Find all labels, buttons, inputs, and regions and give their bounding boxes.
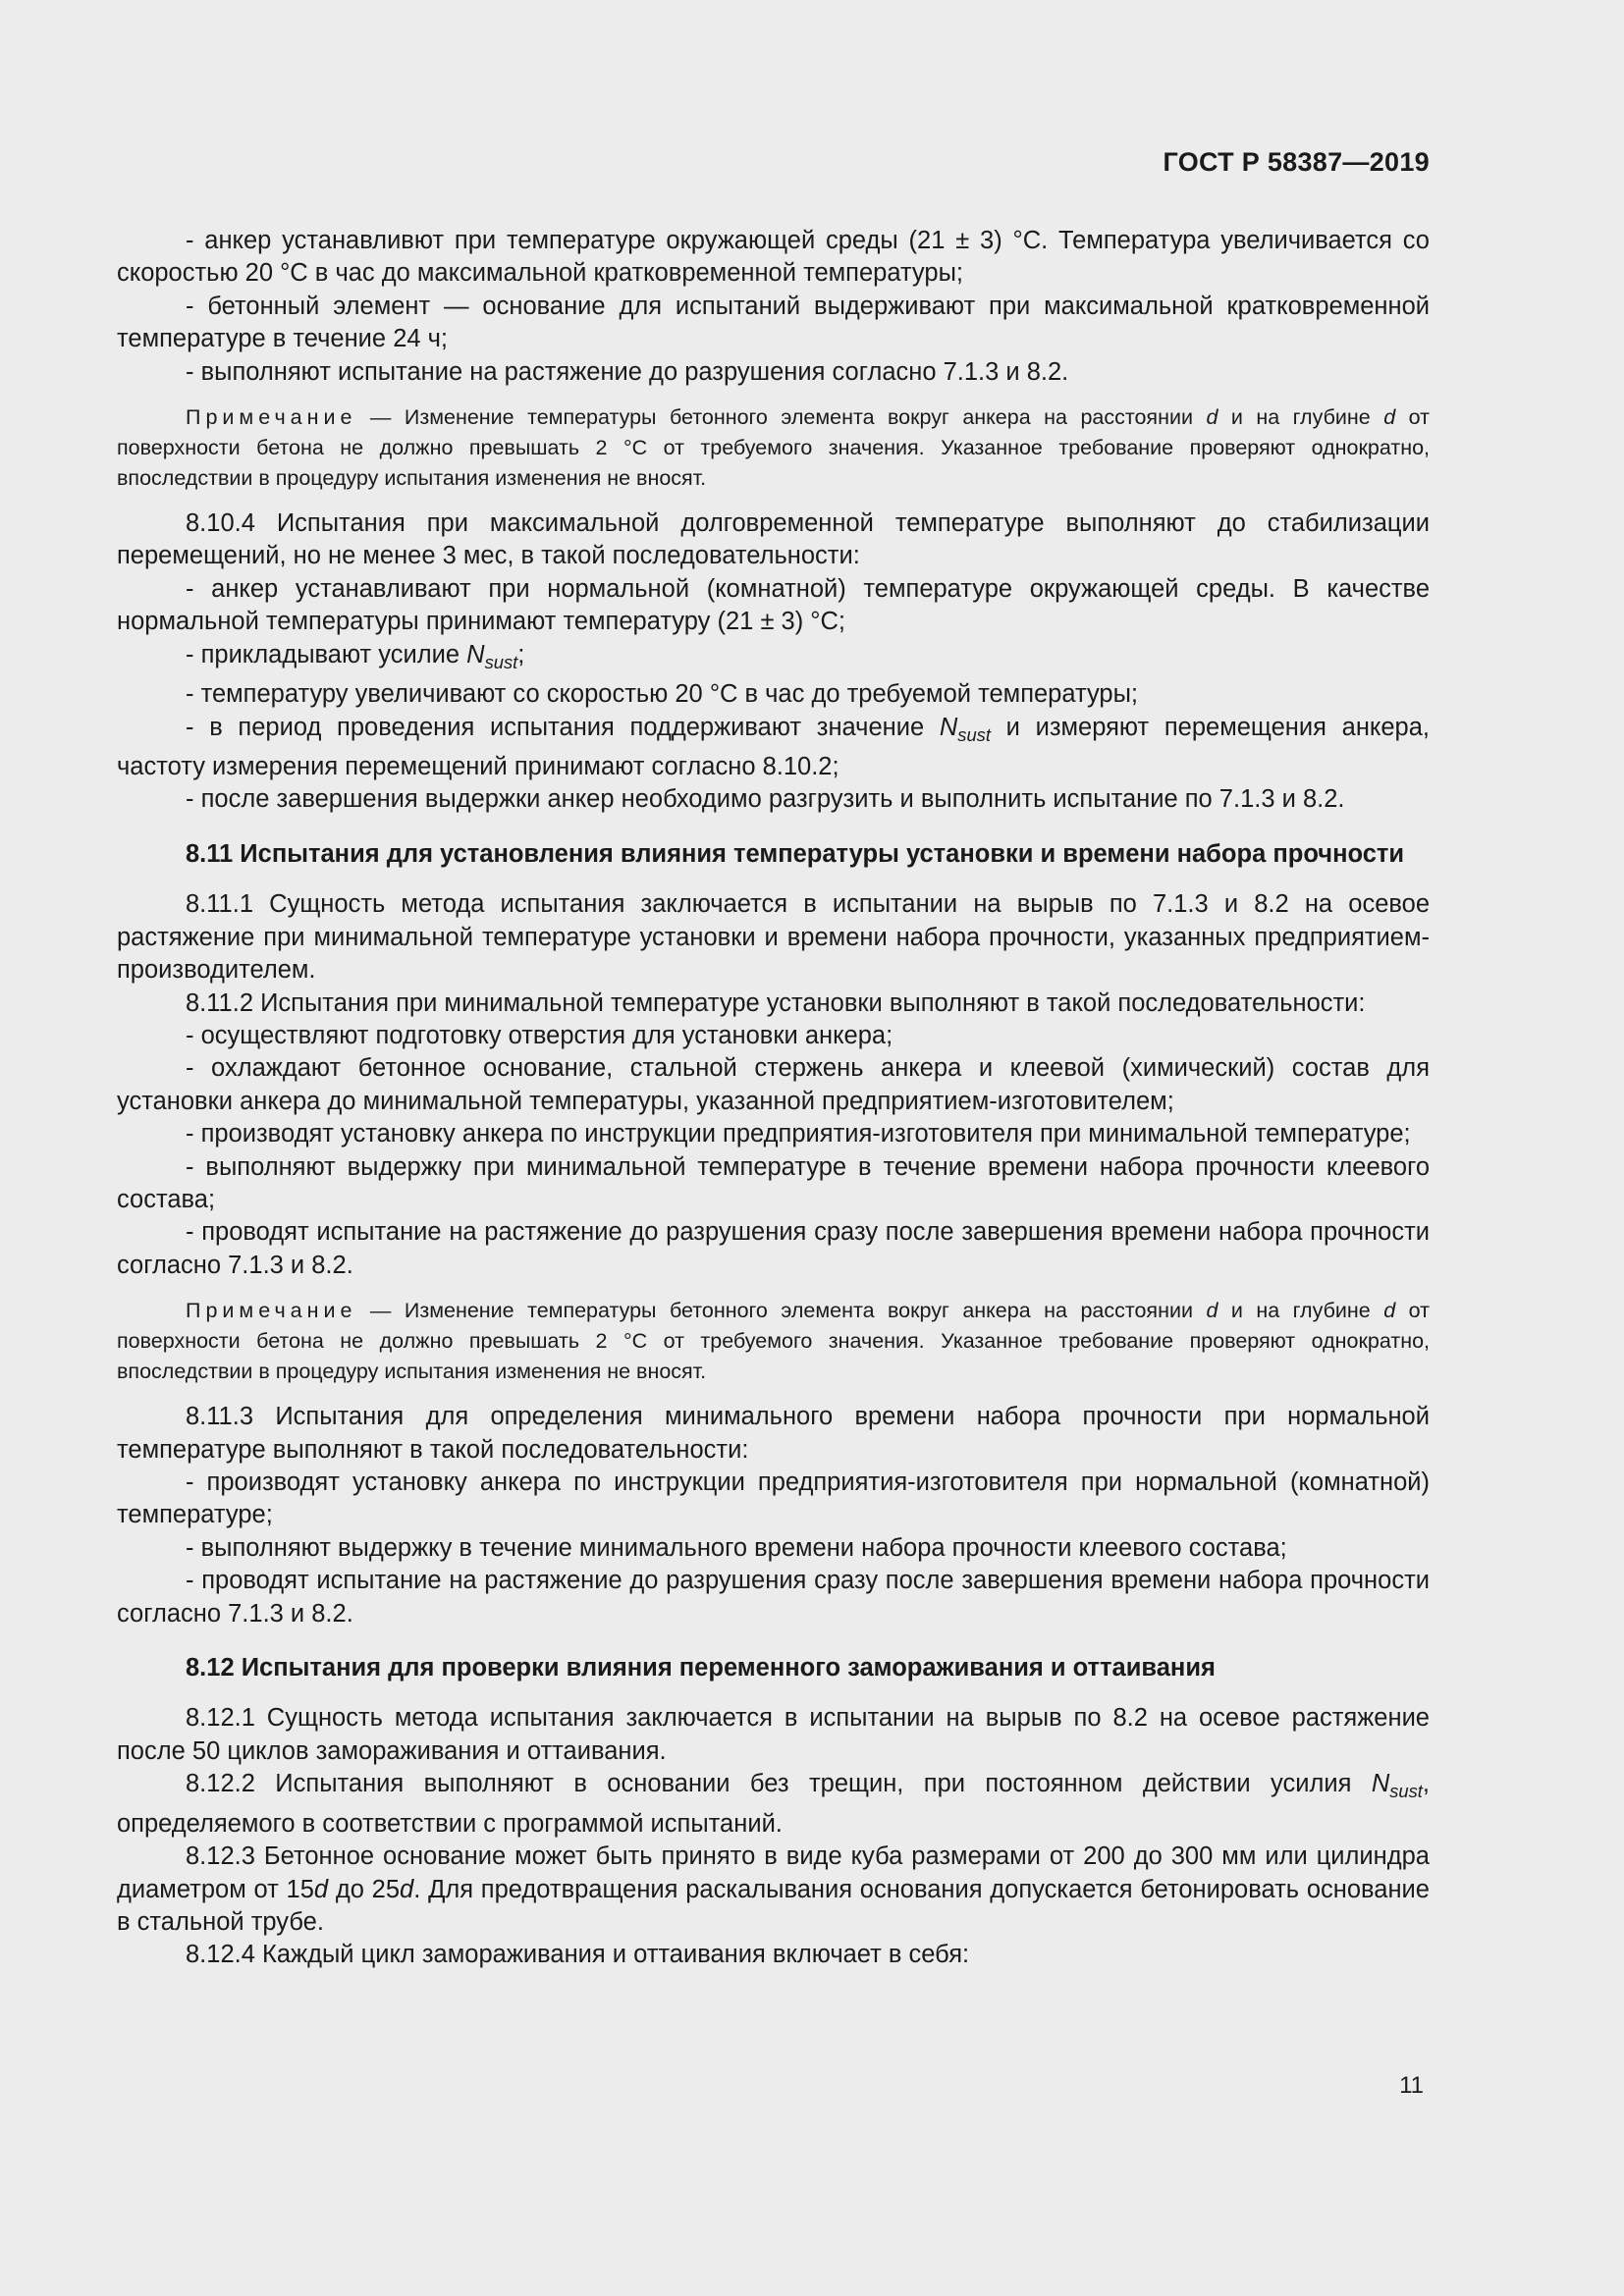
paragraph: - после завершения выдержки анкер необходимо разгрузить и выполнить испытание по 7.1.3 и 8.2. bbox=[186, 785, 1345, 814]
paragraph: 8.12.1 Сущность метода испытания заключается в испытании на вырыв по 8.2 на осевое растяжение после 50 циклов замораживания и оттаивания. bbox=[117, 1704, 1430, 1765]
paragraph: 8.10.4 Испытания при максимальной долговременной температуре выполняют до стабилизации перемещений, но не менее 3 мес, в такой последовательности: bbox=[117, 509, 1430, 570]
paragraph: 8.12.2 Испытания выполняют в основании без трещин, при постоянном действии усилия $N_{sust}$, определяемого в соответствии с программой испытаний. bbox=[117, 1770, 1430, 1838]
paragraph: 8.11.1 Сущность метода испытания заключается в испытании на вырыв по 7.1.3 и 8.2 на осевое растяжение при минимальной температуре установки и времени набора прочности, указанных предприятием-производителем. bbox=[117, 890, 1430, 985]
paragraph: - проводят испытание на растяжение до разрушения сразу после завершения времени набора прочности согласно 7.1.3 и 8.2. bbox=[117, 1218, 1430, 1279]
paragraph: - выполняют испытание на растяжение до разрушения согласно 7.1.3 и 8.2. bbox=[186, 357, 1069, 386]
n-sust-symbol: $N_{sust}$ bbox=[1371, 1770, 1423, 1802]
n-sust-symbol: $N_{sust}$ bbox=[466, 640, 518, 672]
section-heading: 8.11 Испытания для установления влияния температуры установки и времени набора прочности bbox=[186, 839, 1405, 868]
note-block: Примечание — Изменение температуры бетонного элемента вокруг анкера на расстоянии d и на глубине d от поверхности бетона не должно превышать 2 °C от требуемого значения. Указанное требование проверяют однократно, впоследствии в процедуру испытания изменения не вносят. bbox=[117, 405, 1431, 491]
paragraph: - осуществляют подготовку отверстия для установки анкера; bbox=[186, 1021, 893, 1049]
paragraph: - выполняют выдержку в течение минимального времени набора прочности клеевого состава; bbox=[186, 1533, 1287, 1562]
paragraph: - в период проведения испытания поддерживают значение $N_{sust}$ и измеряют перемещения анкера, частоту измерения перемещений принимают согласно 8.10.2; bbox=[117, 713, 1430, 781]
paragraph: - производят установку анкера по инструкции предприятия-изготовителя при нормальной (комнатной) температуре; bbox=[117, 1468, 1430, 1529]
paragraph: - проводят испытание на растяжение до разрушения сразу после завершения времени набора прочности согласно 7.1.3 и 8.2. bbox=[117, 1567, 1430, 1628]
note-label: Примечание bbox=[186, 1299, 357, 1323]
note-label: Примечание bbox=[186, 405, 357, 430]
paragraph: - бетонный элемент — основание для испытаний выдерживают при максимальной кратковременной температуре в течение 24 ч; bbox=[117, 292, 1430, 353]
paragraph: - производят установку анкера по инструкции предприятия-изготовителя при минимальной температуре; bbox=[186, 1120, 1411, 1148]
paragraph: 8.12.4 Каждый цикл замораживания и оттаивания включает в себя: bbox=[186, 1941, 970, 1969]
paragraph: 8.12.3 Бетонное основание может быть принято в виде куба размерами от 200 до 300 мм или цилиндра диаметром от 15d до 25d. Для предотвращения раскалывания основания допускается бетонировать основание в стальной трубе. bbox=[117, 1842, 1430, 1936]
document-code-header: ГОСТ Р 58387—2019 bbox=[1163, 147, 1430, 177]
paragraph: 8.11.2 Испытания при минимальной температуре установки выполняют в такой последовательности: bbox=[186, 988, 1366, 1017]
paragraph: 8.11.3 Испытания для определения минимального времени набора прочности при нормальной температуре выполняют в такой последовательности: bbox=[117, 1403, 1430, 1464]
section-heading: 8.12 Испытания для проверки влияния переменного замораживания и оттаивания bbox=[186, 1654, 1216, 1682]
paragraph: - охлаждают бетонное основание, стальной стержень анкера и клеевой (химический) состав для установки анкера до минимальной температуры, указанной предприятием-изготовителем; bbox=[117, 1054, 1430, 1115]
paragraph: - температуру увеличивают со скоростью 20 °C в час до требуемой температуры; bbox=[186, 680, 1139, 709]
note-block: Примечание — Изменение температуры бетонного элемента вокруг анкера на расстоянии d и на глубине d от поверхности бетона не должно превышать 2 °C от требуемого значения. Указанное требование проверяют однократно, впоследствии в процедуру испытания изменения не вносят. bbox=[117, 1299, 1431, 1384]
paragraph: - анкер устанавливают при нормальной (комнатной) температуре окружающей среды. В качестве нормальной температуры принимают температуру (21 ± 3) °C; bbox=[117, 574, 1430, 636]
paragraph: - выполняют выдержку при минимальной температуре в течение времени набора прочности клеевого состава; bbox=[117, 1152, 1430, 1213]
page-number: 11 bbox=[1399, 2072, 1424, 2099]
paragraph: - прикладывают усилие $N_{sust}$; bbox=[186, 640, 525, 672]
paragraph: - анкер устанавливют при температуре окружающей среды (21 ± 3) °C. Температура увеличивается со скоростью 20 °C в час до максимальной кратковременной температуры; bbox=[117, 227, 1430, 288]
n-sust-symbol: $N_{sust}$ bbox=[939, 713, 991, 745]
document-body bbox=[117, 225, 1430, 1972]
